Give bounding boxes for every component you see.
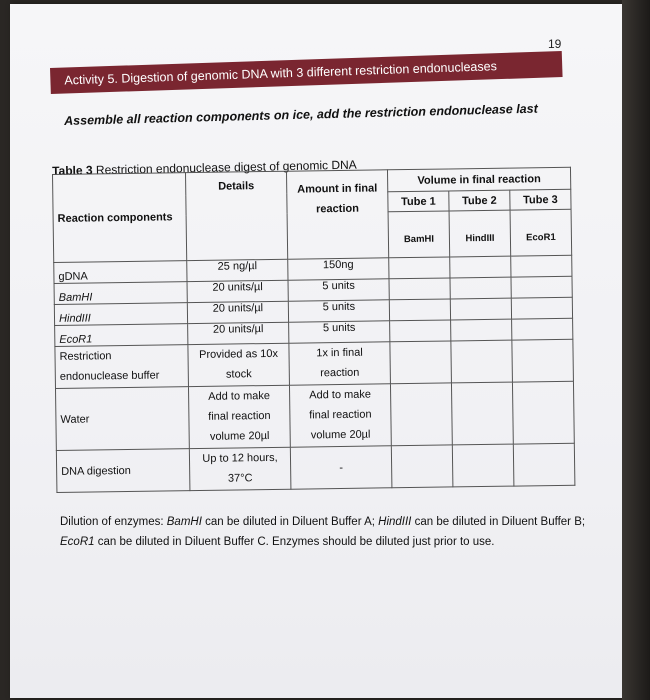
component-cell: Water [55,387,189,451]
header-tube-3: Tube 3 [510,189,571,210]
details-cell: 20 units/µl [188,322,289,344]
header-volume: Volume in final reaction [387,167,570,192]
component-cell: gDNA [54,261,187,284]
header-components: Reaction components [53,173,187,263]
page-number: 19 [548,37,562,51]
amount-cell: 150ng [288,258,389,280]
component-cell [55,345,189,389]
details-cell [188,343,290,386]
header-amount [286,170,388,259]
component-line: endonuclease buffer [59,369,160,383]
tube-3-cell[interactable] [512,318,573,340]
amount-cell: 5 units [288,279,389,301]
tube-2-cell[interactable] [450,256,511,278]
tube-3-cell[interactable] [512,339,574,382]
amount-cell: 5 units [288,300,389,322]
note-enzyme-hindiii: HindIII [378,516,412,528]
details-cell [189,447,291,490]
header-enzyme-hindiii: HindIII [449,210,511,257]
table-row-water [55,381,574,450]
amount-cell [289,384,391,447]
header-tube-2: Tube 2 [449,190,510,211]
tube-1-cell[interactable] [389,299,450,321]
document-page [10,4,622,698]
activity-banner: Activity 5. Digestion of genomic DNA with 3 different restriction endonucleases [50,51,563,94]
details-line: volume 20µl [209,429,270,443]
amount-line: 1x in final [316,346,363,360]
details-line: stock [225,368,252,381]
tube-3-cell[interactable] [511,276,572,298]
tube-1-cell[interactable] [389,278,450,300]
header-amount-line2: reaction [316,202,359,216]
tube-2-cell[interactable] [452,444,514,487]
note-text: can be diluted in Diluent Buffer B; [411,516,586,528]
note-enzyme-bamhi: BamHI [166,516,202,528]
digest-table [52,167,575,493]
note-enzyme-ecor1: EcoR1 [60,536,95,548]
amount-line: Add to make [309,388,372,402]
header-enzyme-ecor1: EcoR1 [510,209,572,256]
amount-cell: - [290,446,392,489]
tube-2-cell[interactable] [451,340,513,383]
tube-1-cell[interactable] [390,320,451,342]
background-edge [622,0,650,700]
details-cell [188,385,290,448]
amount-line: volume 20µl [310,428,371,442]
header-tube-1: Tube 1 [388,191,449,212]
note-text: can be diluted in Diluent Buffer A; [201,516,379,528]
tube-1-cell[interactable] [390,341,452,384]
component-cell: HindIII [54,303,187,326]
tube-2-cell[interactable] [451,382,513,445]
tube-1-cell[interactable] [391,445,453,488]
details-line: Add to make [208,389,271,403]
amount-line: final reaction [309,408,372,422]
tube-3-cell[interactable] [513,443,575,486]
amount-cell: 5 units [289,321,390,343]
component-line: Restriction [59,350,112,363]
component-cell: DNA digestion [56,449,190,493]
header-amount-line1: Amount in final [297,182,378,196]
details-line: final reaction [208,409,271,423]
component-cell: EcoR1 [55,324,188,347]
tube-1-cell[interactable] [390,383,452,446]
table-row-digestion [56,443,575,492]
instruction-text: Assemble all reaction components on ice, add the restriction endonuclease last [64,101,538,128]
details-line: Provided as 10x [199,347,279,361]
tube-3-cell[interactable] [511,255,572,277]
details-line: Up to 12 hours, [202,451,278,465]
details-cell: 20 units/µl [187,301,288,323]
component-cell: BamHI [54,282,187,305]
note-text: Dilution of enzymes: [60,516,167,528]
table-row-buffer [55,339,574,388]
table-label: Table 3 [52,163,93,178]
tube-2-cell[interactable] [451,319,512,341]
details-cell: 20 units/µl [187,280,288,302]
tube-2-cell[interactable] [450,298,511,320]
dilution-note [60,512,600,552]
tube-3-cell[interactable] [512,381,574,444]
details-line: 37°C [227,472,253,485]
amount-line: reaction [320,366,360,380]
tube-2-cell[interactable] [450,277,511,299]
header-details: Details [185,171,287,260]
note-text: can be diluted in Diluent Buffer C. Enzymes should be diluted just prior to use. [94,536,495,548]
details-cell: 25 ng/µl [187,259,288,281]
tube-1-cell[interactable] [389,257,450,279]
tube-3-cell[interactable] [511,297,572,319]
table-title: Restriction endonuclease digest of genomic DNA [92,157,357,178]
amount-cell [289,342,391,385]
table-wrapper [52,167,575,493]
header-enzyme-bamhi: BamHI [388,211,450,258]
